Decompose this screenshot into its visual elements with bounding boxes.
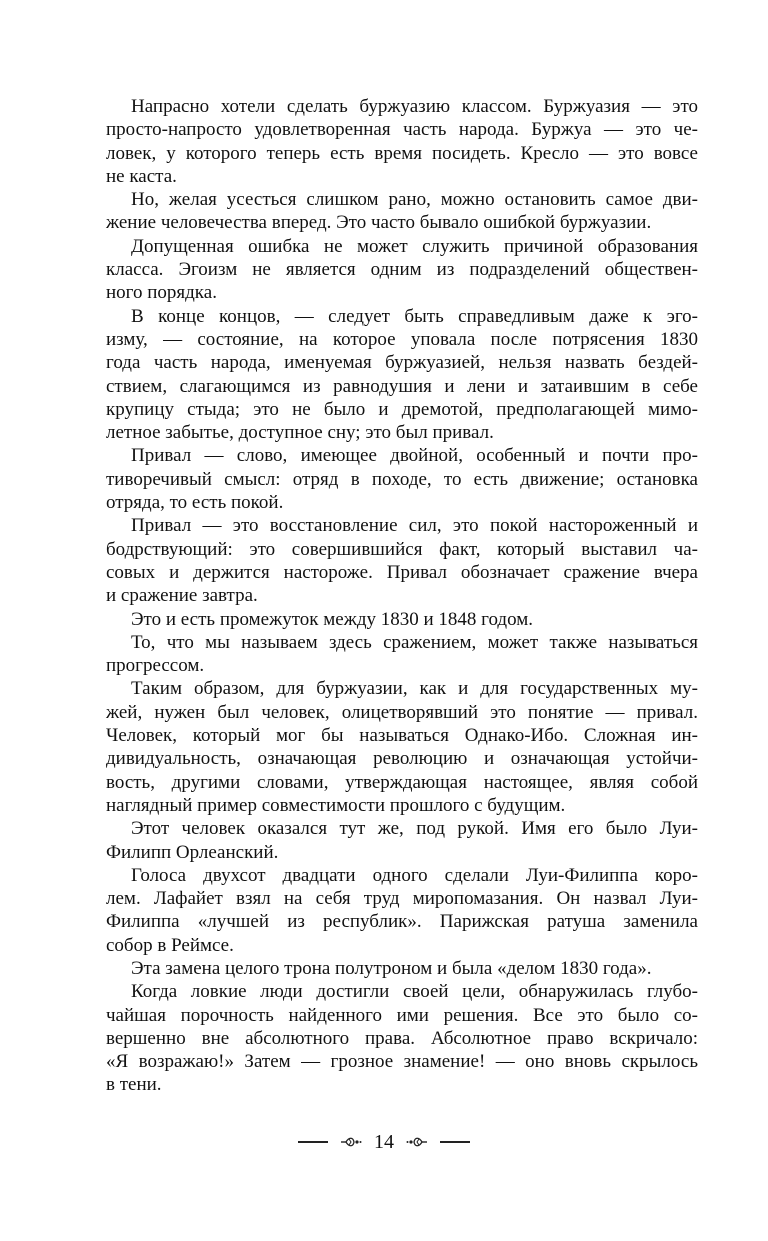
text-line: ного порядка. <box>106 282 217 304</box>
fleuron-right-icon <box>406 1136 428 1148</box>
text-line: «Я возражаю!» Затем — грозное знамение! — оно вновь скрылось <box>106 1051 698 1073</box>
text-line: собор в Реймсе. <box>106 934 234 956</box>
text-line: жение человечества вперед. Это часто бывало ошибкой буржуазии. <box>106 212 652 234</box>
text-line: летное забытье, доступное сну; это был привал. <box>106 422 494 444</box>
text-line: Эта замена целого трона полутроном и была «делом 1830 года». <box>131 957 652 979</box>
folio-rule-left <box>298 1141 328 1143</box>
paragraph <box>106 957 698 980</box>
paragraph <box>106 235 698 305</box>
text-line: Таким образом, для буржуазии, как и для государственных му- <box>131 678 698 700</box>
page-folio <box>0 1127 768 1157</box>
text-line: и сражение завтра. <box>106 585 258 607</box>
paragraph <box>106 864 698 957</box>
text-line: Когда ловкие люди достигли своей цели, обнаружилась глубо- <box>131 981 698 1003</box>
text-line: крупицу стыда; это не было и дремотой, предполагающей мимо- <box>106 398 698 420</box>
paragraph <box>106 817 698 864</box>
text-line: вершенно вне абсолютного права. Абсолютное право вскричало: <box>106 1027 698 1049</box>
text-line: прогрессом. <box>106 655 205 677</box>
text-line: Филиппа «лучшей из республик». Парижская ратуша заменила <box>106 911 698 933</box>
text-line: Филипп Орлеанский. <box>106 841 279 863</box>
text-line: В конце концов, — следует быть справедливым даже к эго- <box>131 305 698 327</box>
folio-rule-right <box>440 1141 470 1143</box>
text-line: тиворечивый смысл: отряд в походе, то есть движение; остановка <box>106 468 698 490</box>
text-line: изму, — состояние, на которое уповала после потрясения 1830 <box>106 328 698 350</box>
text-line: дивидуальность, означающая революцию и означающая устойчи- <box>106 748 698 770</box>
text-line: отряда, то есть покой. <box>106 492 284 514</box>
paragraph <box>106 444 698 514</box>
text-line: класса. Эгоизм не является одним из подразделений обществен- <box>106 259 698 281</box>
text-line: То, что мы называем здесь сражением, может также называться <box>131 631 698 653</box>
text-line: не каста. <box>106 165 177 187</box>
text-line: Привал — слово, имеющее двойной, особенный и почти про- <box>131 445 698 467</box>
text-line: совых и держится настороже. Привал обозначает сражение вчера <box>106 561 698 583</box>
paragraph <box>106 514 698 607</box>
body-text <box>106 95 698 1097</box>
text-line: ствием, слагающимся из равнодушия и лени и затаившим в себе <box>106 375 698 397</box>
page-number: 14 <box>374 1130 394 1153</box>
text-line: Допущенная ошибка не может служить причиной образования <box>131 235 698 257</box>
text-line: Голоса двухсот двадцати одного сделали Луи-Филиппа коро- <box>131 864 698 886</box>
text-line: вость, другими словами, утверждающая настоящее, являя собой <box>106 771 698 793</box>
text-line: года часть народа, именуемая буржуазией, нельзя назвать бездей- <box>106 352 698 374</box>
text-line: чайшая порочность найденного ими решения. Все это было со- <box>106 1004 698 1026</box>
paragraph <box>106 980 698 1096</box>
text-line: Привал — это восстановление сил, это покой настороженный и <box>131 515 698 537</box>
text-line: Этот человек оказался тут же, под рукой. Имя его было Луи- <box>131 818 698 840</box>
text-line: Человек, который мог бы называться Однако-Ибо. Сложная ин- <box>106 725 698 747</box>
text-line: бодрствующий: это совершившийся факт, который выставил ча- <box>106 538 698 560</box>
text-line: в тени. <box>106 1074 162 1096</box>
text-line: Но, желая усесться слишком рано, можно остановить самое дви- <box>131 189 698 211</box>
text-line: Это и есть промежуток между 1830 и 1848 годом. <box>131 608 534 630</box>
text-line: ловек, у которого теперь есть время посидеть. Кресло — это вовсе <box>106 142 698 164</box>
paragraph <box>106 305 698 445</box>
text-line: наглядный пример совместимости прошлого с будущим. <box>106 794 566 816</box>
paragraph <box>106 677 698 817</box>
paragraph <box>106 95 698 188</box>
paragraph <box>106 631 698 678</box>
text-line: просто-напросто удовлетворенная часть народа. Буржуа — это че- <box>106 119 698 141</box>
text-line: лем. Лафайет взял на себя труд миропомазания. Он назвал Луи- <box>106 888 698 910</box>
text-line: Напрасно хотели сделать буржуазию классом. Буржуазия — это <box>131 96 698 117</box>
text-line: жей, нужен был человек, олицетворявший это понятие — привал. <box>106 701 698 723</box>
paragraph <box>106 188 698 235</box>
paragraph <box>106 608 698 631</box>
fleuron-left-icon <box>340 1136 362 1148</box>
